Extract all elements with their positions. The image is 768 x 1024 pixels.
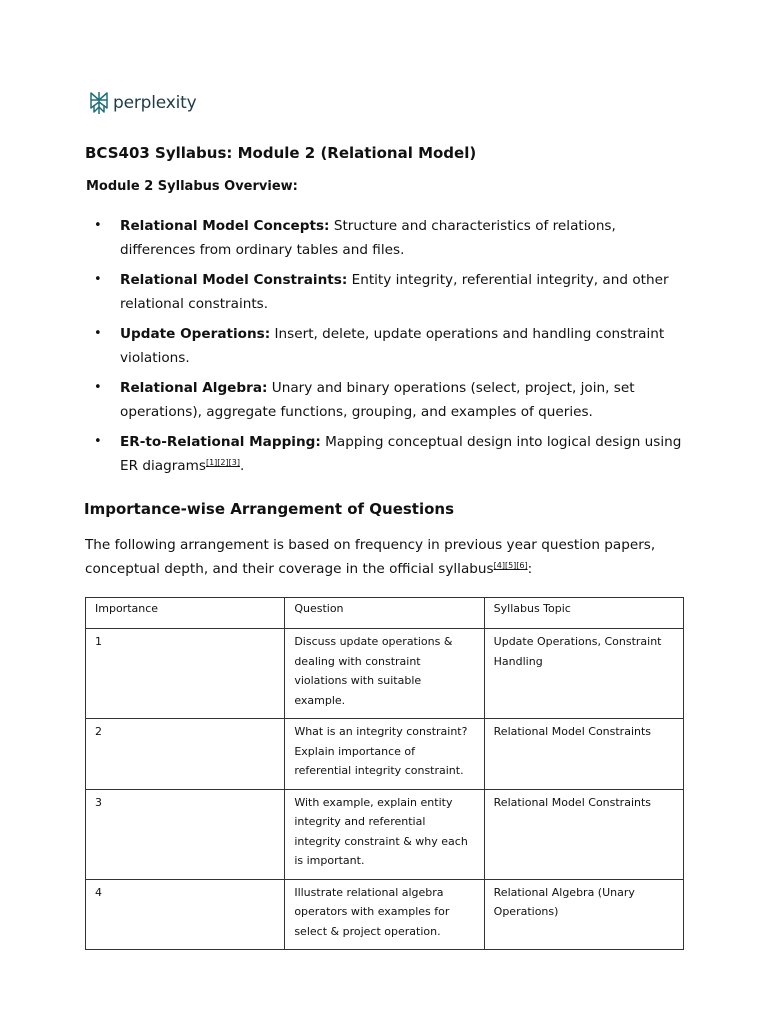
citation-link[interactable]: [4][5][6] [493,561,528,570]
cell-topic: Update Operations, Constraint Handling [484,629,683,719]
list-item [94,430,694,478]
cell-question: Discuss update operations & dealing with constraint violations with suitable example. [285,629,484,719]
cell-topic: Relational Model Constraints [484,719,683,790]
perplexity-logo-icon [89,91,109,115]
cell-topic: Relational Algebra (Unary Operations) [484,879,683,950]
list-item [94,376,694,424]
list-item [94,322,694,370]
list-item-text: Mapping conceptual design into logical design using ER diagrams [120,434,682,474]
column-header-question: Question [285,598,484,629]
page-title: BCS403 Syllabus: Module 2 (Relational Model) [85,144,477,162]
intro-text: The following arrangement is based on frequency in previous year question papers, conceptual depth, and their coverage in the official syllabus [85,537,656,577]
column-header-topic: Syllabus Topic [484,598,683,629]
brand-logo [89,90,196,116]
column-header-importance: Importance [86,598,285,629]
list-item-text: Entity integrity, referential integrity, and other relational constraints. [120,272,669,312]
list-item-term: Relational Model Concepts: [120,218,330,234]
cell-importance: 4 [86,879,285,950]
cell-importance: 3 [86,789,285,879]
table-row [86,789,684,879]
overview-heading: Module 2 Syllabus Overview: [86,179,298,194]
table-header-row [86,598,684,629]
cell-importance: 1 [86,629,285,719]
overview-list [94,214,694,484]
list-item-tail: . [239,458,245,474]
cell-importance: 2 [86,719,285,790]
list-item [94,268,694,316]
list-item-term: Update Operations: [120,326,271,342]
questions-table [85,597,684,950]
list-item-text: Structure and characteristics of relations, differences from ordinary tables and files. [120,218,616,258]
brand-name: perplexity [113,93,197,113]
table-row [86,629,684,719]
cell-topic: Relational Model Constraints [484,789,683,879]
cell-question: Illustrate relational algebra operators with examples for select & project operation. [285,879,484,950]
intro-tail: : [527,561,533,577]
cell-question: What is an integrity constraint? Explain importance of referential integrity constraint. [285,719,484,790]
list-item-term: Relational Algebra: [120,380,268,396]
section-heading: Importance-wise Arrangement of Questions [84,500,455,518]
cell-question: With example, explain entity integrity and referential integrity constraint & why each is important. [285,789,484,879]
list-item-term: Relational Model Constraints: [120,272,348,288]
list-item-term: ER-to-Relational Mapping: [120,434,321,450]
list-item-text: Unary and binary operations (select, project, join, set operations), aggregate functions, grouping, and examples of queries. [120,380,635,420]
table-row [86,879,684,950]
table-row [86,719,684,790]
list-item-text: Insert, delete, update operations and handling constraint violations. [120,326,665,366]
citation-link[interactable]: [1][2][3] [205,458,240,467]
list-item [94,214,694,262]
intro-paragraph [85,533,685,581]
